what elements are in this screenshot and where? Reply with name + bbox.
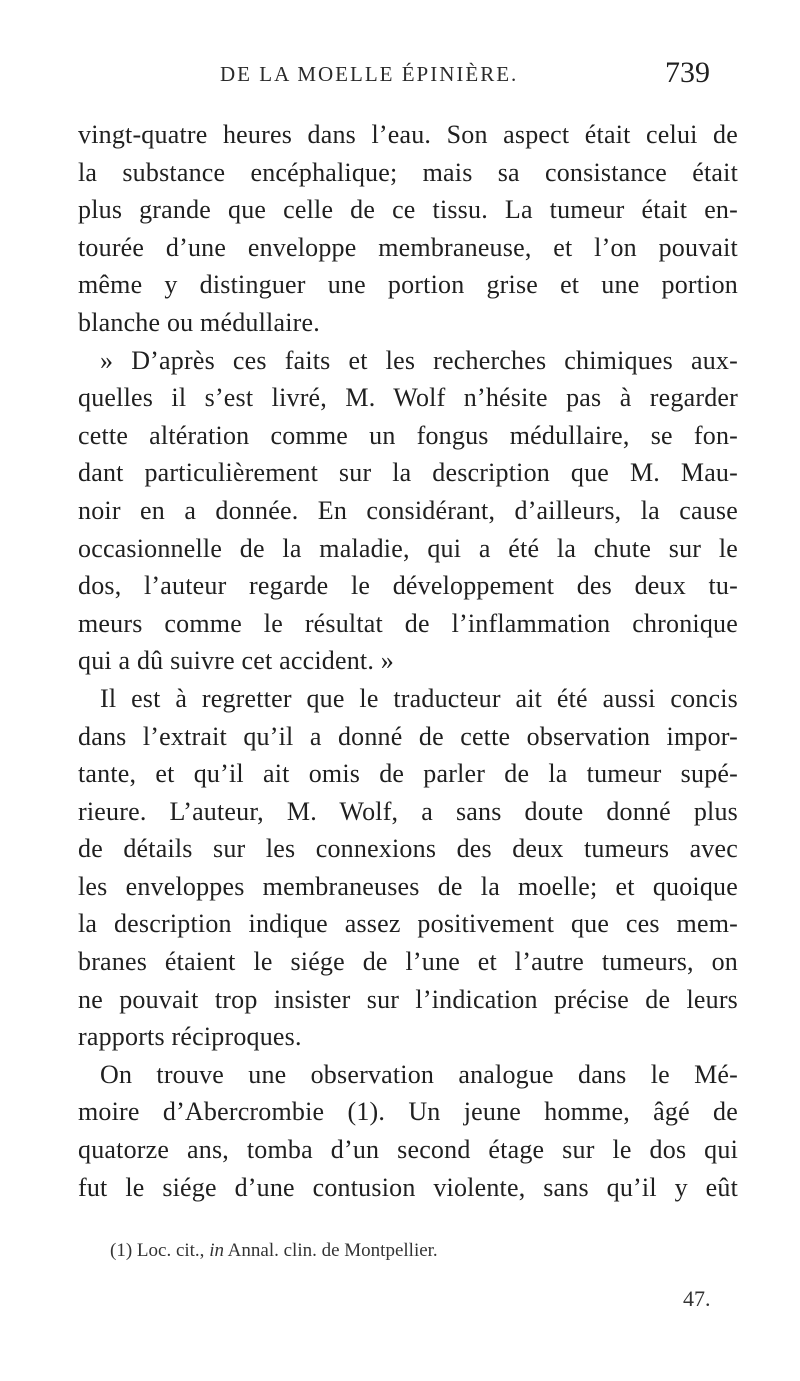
text-line: rieure. L’auteur, M. Wolf, a sans doute donné plus bbox=[78, 796, 738, 826]
text-line: ne pouvait trop insister sur l’indication précise de leurs bbox=[78, 984, 738, 1014]
footnote-source: Annal. clin. de Montpellier. bbox=[227, 1240, 438, 1261]
running-head bbox=[170, 56, 710, 96]
text-line: cette altération comme un fongus médullaire, se fon- bbox=[78, 420, 738, 450]
text-line: dant particulièrement sur la description que M. Mau- bbox=[78, 458, 738, 488]
signature-mark: 47. bbox=[683, 1286, 711, 1311]
text-line: dos, l’auteur regarde le développement des deux tu- bbox=[78, 571, 738, 601]
text-line: Il est à regretter que le traducteur ait été aussi concis bbox=[100, 683, 738, 713]
text-line: vingt-quatre heures dans l’eau. Son aspect était celui de bbox=[78, 120, 738, 149]
text-line: moire d’Abercrombie (1). Un jeune homme, âgé de bbox=[78, 1097, 738, 1127]
text-line: la substance encéphalique; mais sa consistance était bbox=[78, 157, 738, 187]
text-line: rapports réciproques. bbox=[78, 1022, 302, 1052]
text-line: tante, et qu’il ait omis de parler de la tumeur supé- bbox=[78, 759, 738, 789]
text-line: dans l’extrait qu’il a donné de cette observation impor- bbox=[78, 721, 738, 751]
text-line: même y distinguer une portion grise et une portion bbox=[78, 270, 738, 300]
text-line: quelles il s’est livré, M. Wolf n’hésite pas à regarder bbox=[78, 383, 738, 413]
text-line: blanche ou médullaire. bbox=[78, 307, 320, 337]
footnote-marker: (1) bbox=[110, 1240, 133, 1261]
text-line: On trouve une observation analogue dans le Mé- bbox=[100, 1059, 738, 1089]
running-title: DE LA MOELLE ÉPINIÈRE. bbox=[220, 62, 519, 86]
text-line: fut le siége d’une contusion violente, sans qu’il y eût bbox=[78, 1172, 738, 1202]
footnote bbox=[110, 1240, 730, 1262]
footnote-italic: in bbox=[209, 1240, 224, 1261]
text-line: qui a dû suivre cet accident. » bbox=[78, 646, 394, 676]
text-line: la description indique assez positivement que ces mem- bbox=[78, 909, 738, 939]
body-text bbox=[78, 116, 738, 1206]
text-line: occasionnelle de la maladie, qui a été la chute sur le bbox=[78, 533, 738, 563]
page-number: 739 bbox=[665, 56, 710, 89]
text-line: plus grande que celle de ce tissu. La tumeur était en- bbox=[78, 195, 738, 225]
text-line: noir en a donnée. En considérant, d’ailleurs, la cause bbox=[78, 495, 738, 525]
text-line: » D’après ces faits et les recherches chimiques aux- bbox=[100, 345, 738, 375]
text-line: meurs comme le résultat de l’inflammation chronique bbox=[78, 608, 738, 638]
footnote-text: Loc. cit., bbox=[136, 1240, 205, 1261]
text-line: tourée d’une enveloppe membraneuse, et l’on pouvait bbox=[78, 232, 738, 262]
text-line: les enveloppes membraneuses de la moelle; et quoique bbox=[78, 871, 738, 901]
text-line: quatorze ans, tomba d’un second étage sur le dos qui bbox=[78, 1135, 738, 1165]
text-line: branes étaient le siége de l’une et l’autre tumeurs, on bbox=[78, 947, 738, 977]
text-line: de détails sur les connexions des deux tumeurs avec bbox=[78, 834, 738, 864]
